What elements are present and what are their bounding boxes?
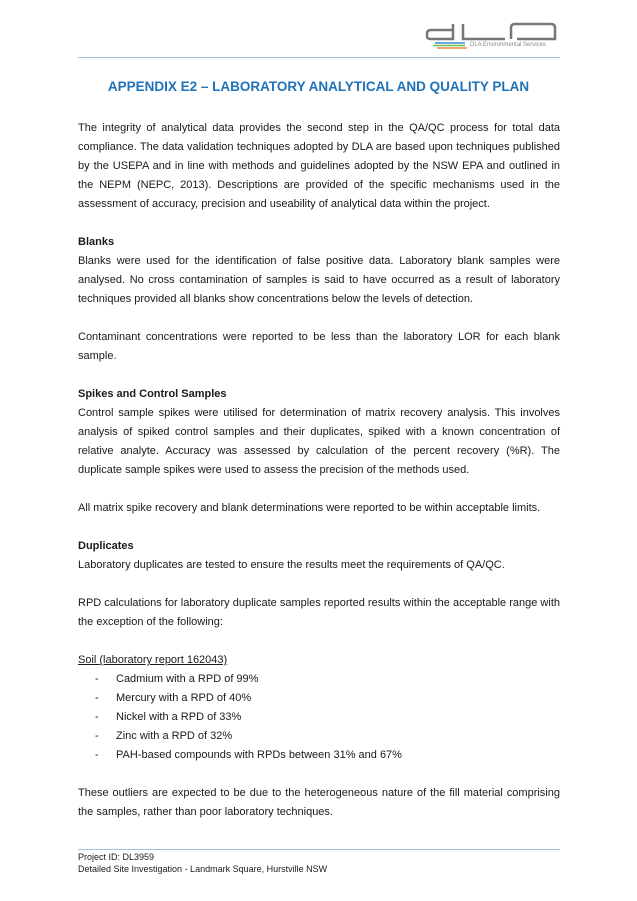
duplicates-heading: Duplicates — [78, 540, 134, 552]
duplicates-paragraph: Laboratory duplicates are tested to ensure the results meet the requirements of QA/QC. — [78, 559, 505, 571]
list-item: - Cadmium with a RPD of 99% — [95, 673, 259, 685]
duplicates-paragraph-2: RPD calculations for laboratory duplicate samples reported results within the acceptable range with the exception of the following: — [78, 597, 560, 628]
list-item: - PAH-based compounds with RPDs between 31% and 67% — [95, 749, 402, 761]
spikes-heading: Spikes and Control Samples — [78, 388, 227, 400]
footer-divider — [78, 849, 560, 850]
blanks-paragraph-2: Contaminant concentrations were reported to be less than the laboratory LOR for each blank sample. — [78, 331, 560, 362]
list-item: - Zinc with a RPD of 32% — [95, 730, 233, 742]
company-logo — [425, 20, 560, 52]
outlier-list — [78, 670, 560, 765]
spikes-paragraph: Control sample spikes were utilised for determination of matrix recovery analysis. This involves analysis of spiked control samples and their duplicates, spiked with a known concentration of relative analyte. Accuracy was assessed by calculation of the percent recovery (%R). The duplicate sample spikes were used to assess the precision of the methods used. — [78, 407, 560, 476]
document-body — [78, 119, 560, 841]
page-title: APPENDIX E2 – LABORATORY ANALYTICAL AND QUALITY PLAN — [107, 79, 530, 94]
project-name: Detailed Site Investigation - Landmark Square, Hurstville NSW — [78, 864, 328, 874]
list-item: - Nickel with a RPD of 33% — [95, 711, 242, 723]
svg-text:DLA Environmental Services: DLA Environmental Services — [470, 42, 547, 48]
header-divider — [78, 57, 560, 58]
soil-subheading: Soil (laboratory report 162043) — [78, 654, 228, 666]
project-id: Project ID: DL3959 — [78, 852, 155, 862]
conclusion-paragraph: These outliers are expected to be due to the heterogeneous nature of the fill material comprising the samples, rather than poor laboratory techniques. — [78, 787, 560, 818]
list-item: - Mercury with a RPD of 40% — [95, 692, 252, 704]
spikes-paragraph-2: All matrix spike recovery and blank determinations were reported to be within acceptable limits. — [78, 502, 541, 514]
blanks-paragraph: Blanks were used for the identification of false positive data. Laboratory blank samples were analysed. No cross contamination of samples is said to have occurred as a result of laboratory techniques provided all blanks show concentrations below the levels of detection. — [78, 255, 560, 305]
intro-paragraph: The integrity of analytical data provides the second step in the QA/QC process for total data compliance. The data validation techniques adopted by DLA are based upon techniques published by the USEPA and in line with methods and guidelines adopted by the NSW EPA and outlined in the NEPM (NEPC, 2013). Descriptions are provided of the specific mechanisms used in the assessment of accuracy, precision and useability of analytical data within the project. — [78, 122, 560, 210]
page-footer — [78, 851, 327, 875]
blanks-heading: Blanks — [78, 236, 115, 248]
